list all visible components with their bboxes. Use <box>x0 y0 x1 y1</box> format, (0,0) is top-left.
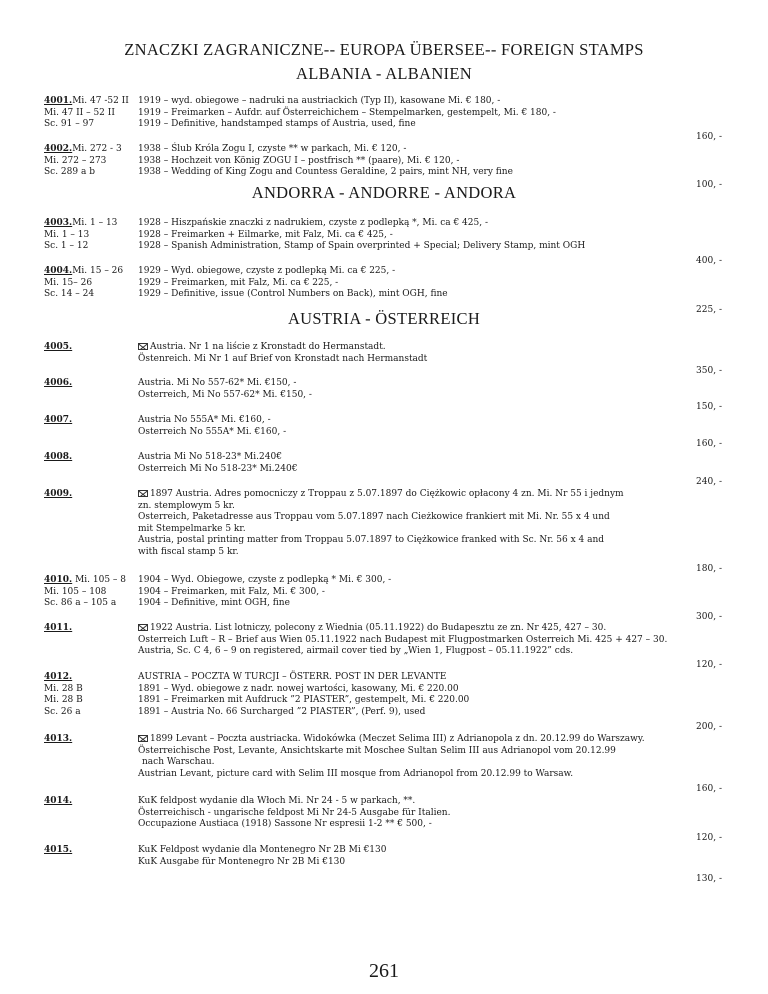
description-line: 1938 – Hochzeit von König ZOGU I – postfrisch ** (paare), Mi. € 120, - <box>138 155 460 166</box>
lot-description <box>138 96 698 131</box>
lot-reference <box>44 796 136 808</box>
description-line: KuK feldpost wydanie dla Włoch Mi. Nr 24 - 5 w parkach, **. <box>138 796 416 806</box>
lot-reference <box>44 623 136 635</box>
lot-number: 4004. <box>44 266 73 276</box>
description-line: zn. stemplowym 5 kr. <box>138 500 235 511</box>
lot-ref: Sc. 14 – 24 <box>44 289 95 299</box>
description-line: Osterreich No 555A* Mi. €160, - <box>138 426 287 437</box>
lot-description <box>138 144 698 179</box>
section-heading-andorra: ANDORRA - ANDORRE - ANDORA <box>251 183 517 202</box>
lot-description <box>138 575 698 610</box>
description-line: 1904 – Definitive, mint OGH, fine <box>138 598 290 608</box>
description-line: 1929 – Freimarken, mit Falz, Mi. ca € 225, - <box>138 277 339 288</box>
description-line: 1929 – Definitive, issue (Control Numbers on Back), mint OGH, fine <box>138 289 448 299</box>
lot-reference <box>44 218 136 253</box>
page-title: ZNACZKI ZAGRANICZNE-- EUROPA ÜBERSEE-- FOREIGN STAMPS <box>124 40 644 59</box>
lot-price: 100, - <box>696 180 722 190</box>
description-line: 1897 Austria. Adres pomocniczy z Troppau z 5.07.1897 do Ciężkowic opłacony 4 zn. Mi. Nr 55 i jednym <box>150 489 624 499</box>
lot-number: 4011. <box>44 623 73 633</box>
lot-price: 160, - <box>696 132 722 142</box>
lot-description <box>138 623 698 658</box>
description-line: 1904 – Freimarken, mit Falz, Mi. € 300, - <box>138 586 325 597</box>
description-line: Osterreich Luft – R – Brief aus Wien 05.11.1922 nach Budapest mit Flugpostmarken Osterreich Mi. 425 + 427 – 30. <box>138 634 668 645</box>
description-line: 1904 – Wyd. Obiegowe, czyste z podlepką * Mi. € 300, - <box>138 575 392 585</box>
lot-price: 120, - <box>696 833 722 843</box>
lot-price: 200, - <box>696 722 722 732</box>
lot-number: 4006. <box>44 378 73 388</box>
lot-ref: Mi. 105 – 108 <box>44 586 107 597</box>
description-line: Österreichisch - ungarische feldpost Mi Nr 24-5 Ausgabe für Italien. <box>138 807 451 818</box>
lot-description <box>138 489 698 558</box>
lot-description <box>138 734 698 780</box>
description-line: Osterreich, Mi No 557-62* Mi. €150, - <box>138 389 312 400</box>
description-line: 1928 – Hiszpańskie znaczki z nadrukiem, czyste z podlepką *, Mi. ca € 425, - <box>138 218 489 228</box>
lot-description <box>138 218 698 253</box>
lot-ref: Mi. 15 – 26 <box>72 266 124 276</box>
lot-description <box>138 342 698 365</box>
lot-ref: Mi. 1 – 13 <box>44 229 90 240</box>
envelope-icon <box>138 735 148 742</box>
lot-price: 120, - <box>696 660 722 670</box>
lot-ref: Mi. 47 -52 II <box>72 96 129 106</box>
description-line: 1919 – Freimarken – Aufdr. auf Österreichichem – Stempelmarken, gestempelt, Mi. € 180, - <box>138 107 556 118</box>
lot-price: 400, - <box>696 256 722 266</box>
description-line: 1928 – Freimarken + Eilmarke, mit Falz, Mi. ca € 425, - <box>138 229 393 240</box>
lot-reference <box>44 144 136 179</box>
lot-description <box>138 378 698 401</box>
description-line: 1919 – wyd. obiegowe – nadruki na austriackich (Typ II), kasowane Mi. € 180, - <box>138 96 501 106</box>
description-line: Austria. Nr 1 na liście z Kronstadt do Hermanstadt. <box>150 342 386 352</box>
description-line: Osterreich Mi No 518-23* Mi.240€ <box>138 463 298 474</box>
lot-number: 4013. <box>44 734 73 744</box>
lot-ref: Mi. 1 – 13 <box>72 218 118 228</box>
lot-price: 225, - <box>696 305 722 315</box>
lot-number: 4003. <box>44 218 73 228</box>
lot-description <box>138 845 698 868</box>
lot-description <box>138 266 698 301</box>
lot-number: 4008. <box>44 452 73 462</box>
lot-reference <box>44 575 136 610</box>
lot-reference <box>44 415 136 427</box>
lot-ref: Mi. 28 B <box>44 695 83 705</box>
envelope-icon <box>138 624 148 631</box>
description-line: 1929 – Wyd. obiegowe, czyste z podlepką Mi. ca € 225, - <box>138 266 396 276</box>
section-heading-albania: ALBANIA - ALBANIEN <box>296 64 472 83</box>
page-number: 261 <box>369 960 399 982</box>
lot-price: 350, - <box>696 366 722 376</box>
lot-number: 4009. <box>44 489 73 499</box>
lot-price: 130, - <box>696 874 722 884</box>
description-line: with fiscal stamp 5 kr. <box>138 546 239 557</box>
description-line: Austrian Levant, picture card with Selim III mosque from Adrianopol from 20.12.99 to Warsaw. <box>138 768 574 779</box>
description-line: 1928 – Spanish Administration, Stamp of Spain overprinted + Special; Delivery Stamp, mint OGH <box>138 241 586 251</box>
lot-price: 160, - <box>696 784 722 794</box>
lot-price: 300, - <box>696 612 722 622</box>
lot-description <box>138 672 698 718</box>
description-line: 1891 – Wyd. obiegowe z nadr. nowej wartości, kasowany, Mi. € 220.00 <box>138 683 459 694</box>
lot-price: 150, - <box>696 402 722 412</box>
section-heading-austria: AUSTRIA - ÖSTERREICH <box>287 309 481 328</box>
lot-price: 240, - <box>696 477 722 487</box>
description-line: 1922 Austria. List lotniczy, polecony z Wiednia (05.11.1922) do Budapesztu ze zn. Nr 425, 427 – 30. <box>150 623 607 633</box>
lot-number: 4010. <box>44 575 73 585</box>
description-line: Osterreich, Paketadresse aus Troppau vom 5.07.1897 nach Cieżkowice frankiert mit Mi. Nr. 55 x 4 und <box>138 512 610 522</box>
lot-price: 180, - <box>696 564 722 574</box>
lot-description <box>138 415 698 438</box>
lot-ref: Mi. 272 – 273 <box>44 155 107 166</box>
lot-number: 4005. <box>44 342 73 352</box>
lot-number: 4001. <box>44 96 73 106</box>
description-line: Austria. Mi No 557-62* Mi. €150, - <box>138 378 297 388</box>
lot-description <box>138 796 698 831</box>
lot-price: 160, - <box>696 439 722 449</box>
lot-reference <box>44 378 136 390</box>
description-line: mit Stempelmarke 5 kr. <box>138 523 246 534</box>
description-line: 1938 – Wedding of King Zogu and Countess Geraldine, 2 pairs, mint NH, very fine <box>138 167 513 177</box>
lot-ref: Mi. 272 - 3 <box>72 144 122 154</box>
description-line: 1891 – Austria No. 66 Surcharged ”2 PIASTER”, (Perf. 9), used <box>138 706 426 717</box>
description-line: Austria Mi No 518-23* Mi.240€ <box>138 452 282 462</box>
lot-reference <box>44 342 136 354</box>
lot-number: 4015. <box>44 845 73 855</box>
lot-reference <box>44 452 136 464</box>
description-line: Austria No 555A* Mi. €160, - <box>138 415 271 425</box>
lot-ref: Sc. 289 a b <box>44 167 95 177</box>
description-line: KuK Feldpost wydanie dla Montenegro Nr 2B Mi €130 <box>138 845 387 855</box>
envelope-icon <box>138 490 148 497</box>
description-line: 1919 – Definitive, handstamped stamps of Austria, used, fine <box>138 119 416 129</box>
lot-ref: Sc. 26 a <box>44 706 81 717</box>
lot-number: 4014. <box>44 796 73 806</box>
lot-number: 4002. <box>44 144 73 154</box>
lot-ref: Mi. 15– 26 <box>44 277 93 288</box>
lot-ref: Mi. 47 II – 52 II <box>44 107 115 118</box>
lot-reference <box>44 96 136 131</box>
envelope-icon <box>138 343 148 350</box>
lot-reference <box>44 672 136 718</box>
description-line: nach Warschau. <box>142 757 215 767</box>
description-line: KuK Ausgabe für Montenegro Nr 2B Mi €130 <box>138 856 346 867</box>
lot-number: 4007. <box>44 415 73 425</box>
description-line: Austria, postal printing matter from Troppau 5.07.1897 to Ciężkowice franked with Sc. Nr. 56 x 4 and <box>138 535 605 545</box>
lot-ref: Mi. 28 B <box>44 683 83 694</box>
description-line: 1891 – Freimarken mit Aufdruck ”2 PIASTER”, gestempelt, Mi. € 220.00 <box>138 695 470 705</box>
description-line: 1899 Levant – Poczta austriacka. Widokówka (Meczet Selima III) z Adrianopola z dn. 20.12.99 do Warszawy. <box>150 734 645 744</box>
lot-reference <box>44 734 136 746</box>
lot-ref: Mi. 105 – 8 <box>75 575 127 585</box>
description-line: 1938 – Ślub Króla Zogu I, czyste ** w parkach, Mi. € 120, - <box>138 144 407 154</box>
lot-ref: Sc. 1 – 12 <box>44 241 89 251</box>
description-line: Östenreich. Mi Nr 1 auf Brief von Kronstadt nach Hermanstadt <box>138 353 428 364</box>
description-line: Austria, Sc. C 4, 6 – 9 on registered, airmail cover tied by „Wien 1, Flugpost – 05.11.1922” cds. <box>138 646 574 656</box>
lot-description <box>138 452 698 475</box>
lot-ref: Sc. 91 – 97 <box>44 119 95 129</box>
lot-reference <box>44 266 136 301</box>
lot-reference <box>44 845 136 857</box>
description-line: AUSTRIA – POCZTA W TURCJI – ÖSTERR. POST IN DER LEVANTE <box>138 672 447 682</box>
description-line: Österreichische Post, Levante, Ansichtskarte mit Moschee Sultan Selim III aus Adrianopol vom 20.12.99 <box>138 745 616 756</box>
lot-ref: Sc. 86 a – 105 a <box>44 598 117 608</box>
description-line: Occupazione Austiaca (1918) Sassone Nr espresii 1-2 ** € 500, - <box>138 819 432 829</box>
lot-reference <box>44 489 136 501</box>
lot-number: 4012. <box>44 672 73 682</box>
